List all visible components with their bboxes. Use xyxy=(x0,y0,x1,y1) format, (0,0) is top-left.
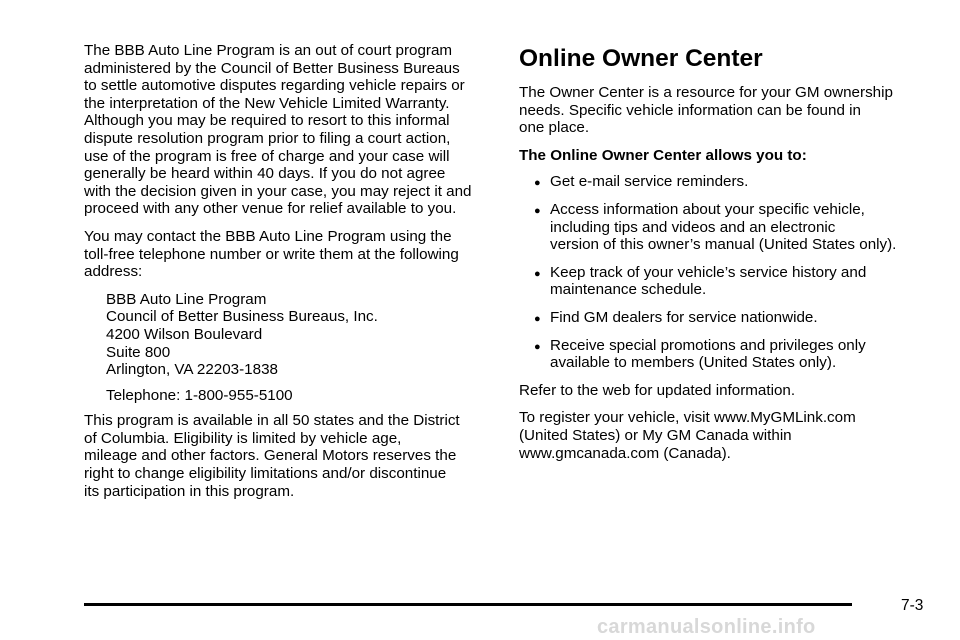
watermark: carmanualsonline.info xyxy=(597,616,816,638)
list-item xyxy=(519,309,939,327)
text-line: The BBB Auto Line Program is an out of court program xyxy=(84,42,453,59)
page-number: 7-3 xyxy=(901,597,924,614)
bullet-icon: ● xyxy=(534,204,541,217)
list-item xyxy=(519,201,939,254)
text-line: right to change eligibility limitations and/or discontinue xyxy=(84,465,447,483)
text-line: The Owner Center is a resource for your GM ownership xyxy=(519,84,893,101)
text-line: You may contact the BBB Auto Line Program using the xyxy=(84,227,452,245)
text-line: address: xyxy=(84,263,143,281)
address-line: Suite 800 xyxy=(106,343,171,361)
text-line: mileage and other factors. General Motors reserves the xyxy=(84,447,457,465)
text-line: of Columbia. Eligibility is limited by vehicle age, xyxy=(84,429,402,447)
text-line: available to members (United States only). xyxy=(550,354,837,372)
text-line: (United States) or My GM Canada within xyxy=(519,426,792,444)
text-line: one place. xyxy=(519,119,590,137)
text-line: Keep track of your vehicle’s service history and xyxy=(550,263,867,281)
text-line: Get e-mail service reminders. xyxy=(550,173,749,191)
text-line: including tips and videos and an electronic xyxy=(550,218,836,236)
text-line: Refer to the web for updated information. xyxy=(519,381,796,399)
address-line: BBB Auto Line Program xyxy=(106,290,267,308)
eligibility-paragraph xyxy=(84,412,504,500)
text-line: This program is available in all 50 states and the District xyxy=(84,412,460,430)
text-line: the interpretation of the New Vehicle Limited Warranty. xyxy=(84,94,450,112)
mailing-address xyxy=(106,291,504,379)
text-line: proceed with any other venue for relief available to you. xyxy=(84,200,457,218)
bbb-program-paragraph xyxy=(84,42,504,218)
left-column xyxy=(84,42,504,510)
text-line: use of the program is free of charge and your case will xyxy=(84,147,450,165)
footer-rule xyxy=(84,603,852,606)
right-column xyxy=(519,42,939,472)
text-line: Find GM dealers for service nationwide. xyxy=(550,308,818,326)
text-line: toll-free telephone number or write them at the following xyxy=(84,245,459,263)
text-line: needs. Specific vehicle information can be found in xyxy=(519,101,861,119)
address-line: 4200 Wilson Boulevard xyxy=(106,325,263,343)
text-line: to settle automotive disputes regarding vehicle repairs or xyxy=(84,77,465,95)
list-item xyxy=(519,264,939,299)
list-item xyxy=(519,337,939,372)
text-line: To register your vehicle, visit www.MyGMLink.com xyxy=(519,409,856,427)
text-line: maintenance schedule. xyxy=(550,281,707,299)
register-paragraph xyxy=(519,409,939,462)
text-line: Receive special promotions and privileges only xyxy=(550,336,866,354)
bullet-icon: ● xyxy=(534,267,541,280)
text-line: Access information about your specific vehicle, xyxy=(550,200,865,218)
bullet-icon: ● xyxy=(534,312,541,325)
text-line: Although you may be required to resort to this informal xyxy=(84,112,450,130)
address-line: Arlington, VA 22203-1838 xyxy=(106,361,278,379)
address-line: Council of Better Business Bureaus, Inc. xyxy=(106,308,378,326)
owner-center-intro xyxy=(519,84,939,137)
text-line: administered by the Council of Better Business Bureaus xyxy=(84,59,460,77)
text-line: dispute resolution program prior to filing a court action, xyxy=(84,129,451,147)
text-line: www.gmcanada.com (Canada). xyxy=(519,444,731,462)
bullet-list-heading: The Online Owner Center allows you to: xyxy=(519,146,807,164)
bullet-icon: ● xyxy=(534,177,541,190)
feature-bullet-list xyxy=(519,173,939,371)
refer-paragraph xyxy=(519,382,939,400)
list-item xyxy=(519,173,939,191)
bullet-icon: ● xyxy=(534,340,541,353)
text-line: version of this owner’s manual (United States only). xyxy=(550,236,897,254)
text-line: generally be heard within 40 days. If you do not agree xyxy=(84,165,446,183)
section-heading: Online Owner Center xyxy=(519,45,763,72)
contact-paragraph xyxy=(84,228,504,281)
telephone-number: Telephone: 1-800-955-5100 xyxy=(106,386,293,404)
text-line: its participation in this program. xyxy=(84,482,295,500)
text-line: with the decision given in your case, you may reject it and xyxy=(84,182,472,200)
